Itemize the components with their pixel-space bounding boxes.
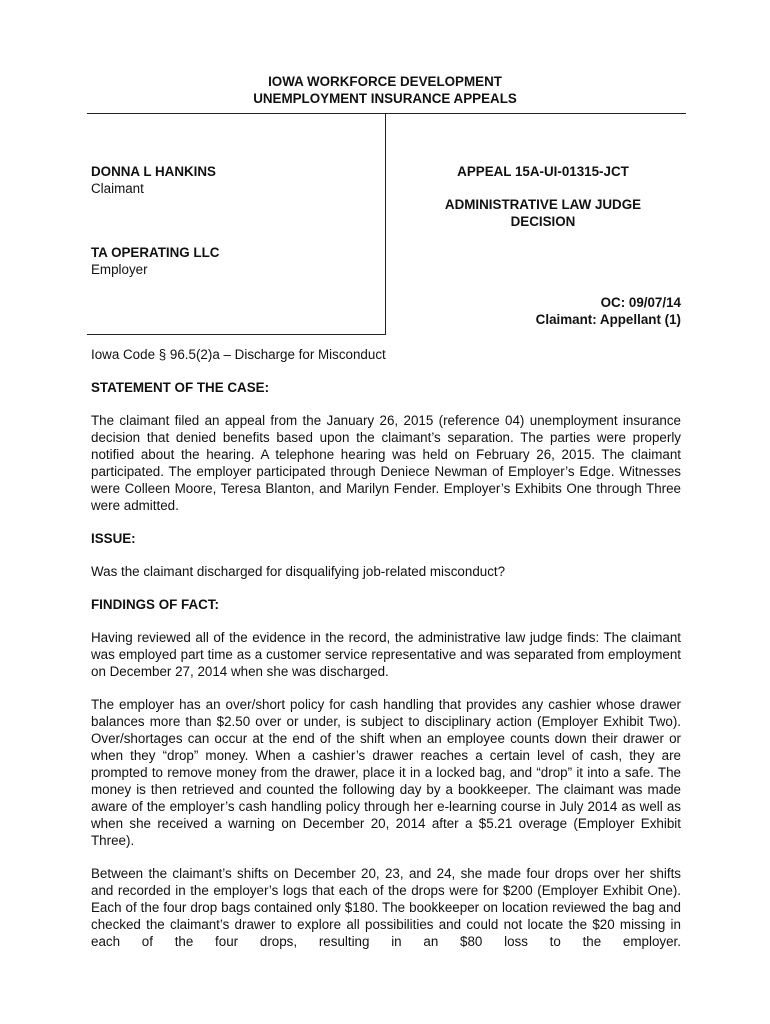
findings-heading: FINDINGS OF FACT: — [91, 597, 219, 612]
claimant-status: Claimant: Appellant (1) — [535, 312, 681, 327]
oc-date: OC: 09/07/14 — [600, 295, 681, 310]
code-reference: Iowa Code § 96.5(2)a – Discharge for Misconduct — [91, 347, 386, 362]
decision-body — [91, 346, 681, 966]
caption-bottom-rule — [87, 334, 386, 335]
claimant-role: Claimant — [91, 181, 144, 196]
employer-block — [91, 244, 219, 278]
agency-subtitle: UNEMPLOYMENT INSURANCE APPEALS — [253, 91, 517, 106]
findings-paragraph: The employer has an over/short policy for cash handling that provides any cashier whose drawer balances more than $2.50 over or under, is subject to disciplinary action (Employer Exhibit Two). Over/shortages can occur at the end of the shift when an employee counts down their drawer or when they “drop” money. When a cashier’s drawer reaches a certain level of cash, they are prompted to remove money from the drawer, place it in a locked bag, and “drop” it into a safe. The money is then retrieved and counted the following day by a bookkeeper. The claimant was made aware of the employer’s cash handling policy through her e-learning course in July 2014 as well as when she received a warning on December 20, 2014 after a $5.21 overage (Employer Exhibit Three). — [91, 697, 681, 848]
decision-title — [405, 196, 681, 230]
claimant-name: DONNA L HANKINS — [91, 164, 216, 179]
decision-title-line1: ADMINISTRATIVE LAW JUDGE — [444, 197, 642, 212]
employer-name: TA OPERATING LLC — [91, 245, 220, 260]
issue-text: Was the claimant discharged for disqualifying job-related misconduct? — [91, 564, 506, 579]
appeal-number: APPEAL 15A-UI-01315-JCT — [457, 164, 629, 179]
issue-heading: ISSUE: — [91, 531, 136, 546]
findings-paragraph: Having reviewed all of the evidence in the record, the administrative law judge finds: The claimant was employed part time as a customer service representative and was separated from employment on December 27, 2014 when she was discharged. — [91, 630, 681, 679]
case-status — [401, 294, 681, 328]
caption-divider — [385, 113, 386, 335]
agency-title: IOWA WORKFORCE DEVELOPMENT — [268, 74, 502, 89]
agency-header — [0, 73, 770, 107]
claimant-block — [91, 163, 216, 197]
findings-paragraph: Between the claimant’s shifts on December 20, 23, and 24, she made four drops over her shifts and recorded in the employer’s logs that each of the drops were for $200 (Employer Exhibit One). Each of the four drop bags contained only $180. The bookkeeper on location reviewed the bag and checked the claimant’s drawer to explore all possibilities and could not locate the $20 missing in each of the four drops, resulting in an $80 loss to the employer. — [91, 866, 681, 949]
case-caption — [87, 113, 686, 335]
employer-role: Employer — [91, 262, 148, 277]
statement-text: The claimant filed an appeal from the January 26, 2015 (reference 04) unemployment insurance decision that denied benefits based upon the claimant’s separation. The parties were properly notified about the hearing. A telephone hearing was held on February 26, 2015. The claimant participated. The employer participated through Deniece Newman of Employer’s Edge. Witnesses were Colleen Moore, Teresa Blanton, and Marilyn Fender. Employer’s Exhibits One through Three were admitted. — [91, 413, 681, 513]
caption-top-rule — [87, 113, 686, 114]
decision-title-line2: DECISION — [510, 214, 576, 229]
statement-heading: STATEMENT OF THE CASE: — [91, 380, 270, 395]
